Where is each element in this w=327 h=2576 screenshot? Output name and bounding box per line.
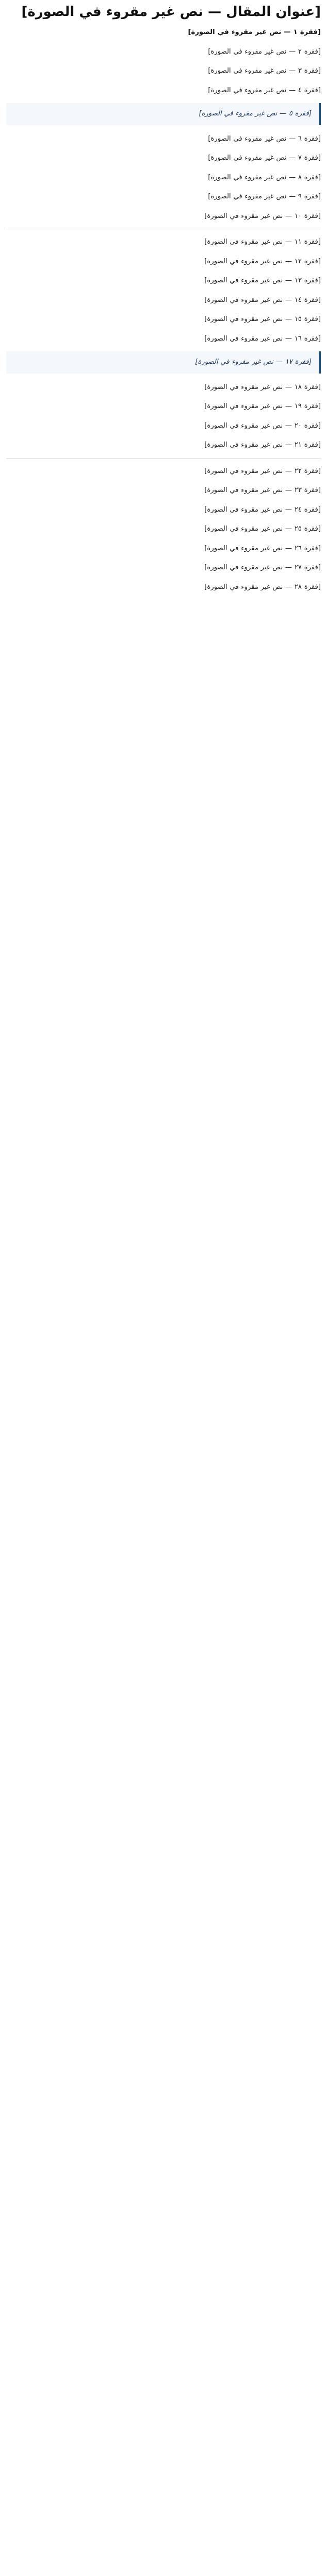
article-paragraph-18: [فقرة ١٨ — نص غير مقروء في الصورة] <box>204 383 321 391</box>
article-paragraph-2: [فقرة ٢ — نص غير مقروء في الصورة] <box>208 47 321 56</box>
article-paragraph-15: [فقرة ١٥ — نص غير مقروء في الصورة] <box>204 315 321 323</box>
article-paragraph-9: [فقرة ٩ — نص غير مقروء في الصورة] <box>208 193 321 200</box>
pull-quote-2 <box>6 351 321 374</box>
section-divider-2 <box>6 458 321 459</box>
article-paragraph-23: [فقرة ٢٣ — نص غير مقروء في الصورة] <box>204 486 321 494</box>
article-paragraph-3: [فقرة ٣ — نص غير مقروء في الصورة] <box>208 67 321 75</box>
article-paragraph-6: [فقرة ٦ — نص غير مقروء في الصورة] <box>208 134 321 143</box>
article-paragraph-5: [فقرة ٥ — نص غير مقروء في الصورة] <box>199 110 312 117</box>
article-paragraph-25: [فقرة ٢٥ — نص غير مقروء في الصورة] <box>204 525 321 533</box>
article-paragraph-4: [فقرة ٤ — نص غير مقروء في الصورة] <box>208 86 321 94</box>
article-paragraph-22: [فقرة ٢٢ — نص غير مقروء في الصورة] <box>204 467 321 475</box>
article-paragraph-12: [فقرة ١٢ — نص غير مقروء في الصورة] <box>204 257 321 265</box>
article-paragraph-20: [فقرة ٢٠ — نص غير مقروء في الصورة] <box>204 421 321 430</box>
article-paragraph-26: [فقرة ٢٦ — نص غير مقروء في الصورة] <box>204 544 321 552</box>
article-paragraph-11: [فقرة ١١ — نص غير مقروء في الصورة] <box>204 238 321 246</box>
article-paragraph-7: [فقرة ٧ — نص غير مقروء في الصورة] <box>208 154 321 162</box>
article-paragraph-27: [فقرة ٢٧ — نص غير مقروء في الصورة] <box>204 564 321 571</box>
article-paragraph-1: [فقرة ١ — نص غير مقروء في الصورة] <box>188 28 321 36</box>
article <box>0 0 327 594</box>
article-paragraph-10: [فقرة ١٠ — نص غير مقروء في الصورة] <box>204 212 321 220</box>
article-paragraph-8: [فقرة ٨ — نص غير مقروء في الصورة] <box>208 173 321 181</box>
article-paragraph-28: [فقرة ٢٨ — نص غير مقروء في الصورة] <box>204 583 321 591</box>
article-paragraph-21: [فقرة ٢١ — نص غير مقروء في الصورة] <box>204 441 321 449</box>
article-headline: [عنوان المقال — نص غير مقروء في الصورة] <box>21 4 321 20</box>
article-paragraph-14: [فقرة ١٤ — نص غير مقروء في الصورة] <box>204 296 321 304</box>
pull-quote <box>6 103 321 125</box>
article-paragraph-16: [فقرة ١٦ — نص غير مقروء في الصورة] <box>204 334 321 343</box>
article-paragraph-17: [فقرة ١٧ — نص غير مقروء في الصورة] <box>195 358 312 366</box>
article-paragraph-24: [فقرة ٢٤ — نص غير مقروء في الصورة] <box>204 505 321 514</box>
article-paragraph-19: [فقرة ١٩ — نص غير مقروء في الصورة] <box>204 402 321 410</box>
article-paragraph-13: [فقرة ١٣ — نص غير مقروء في الصورة] <box>204 277 321 284</box>
